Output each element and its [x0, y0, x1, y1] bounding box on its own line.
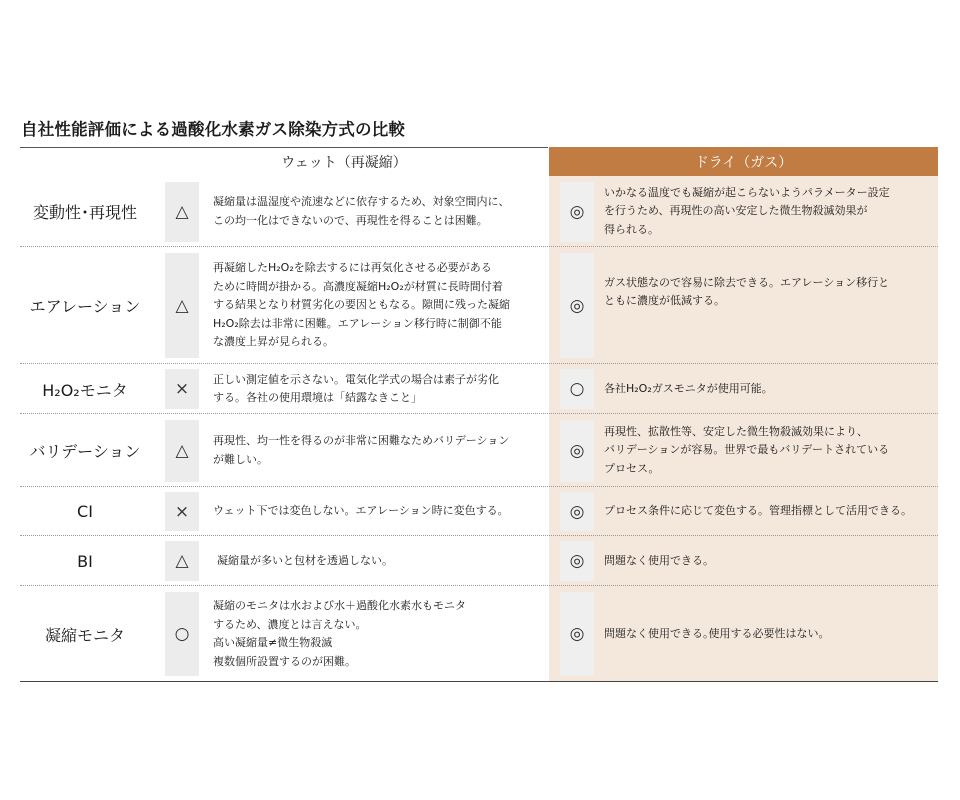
- dry-description: ガス状態なので容易に除去できる。エアレーション移行と ともに濃度が低減する。: [604, 275, 890, 307]
- row-label: CI: [77, 502, 93, 521]
- row-label: H₂O₂モニタ: [42, 380, 128, 400]
- dry-description: 問題なく使用できる｡使用する必要性はない。: [604, 626, 830, 640]
- wet-rating: ○: [165, 592, 199, 676]
- row-label: 凝縮モニタ: [44, 625, 125, 645]
- dry-rating: ○: [560, 369, 594, 409]
- row-label: エアレーション: [29, 297, 141, 316]
- page-title: 自社性能評価による過酸化水素ガス除染方式の比較: [21, 120, 406, 139]
- wet-rating: △: [165, 541, 199, 581]
- dry-rating: ◎: [560, 253, 594, 358]
- dry-description: いかなる温度でも凝縮が起こらないようパラメーター設定 を行うため、再現性の高い安定した微生物殺滅効果が 得られる。: [604, 185, 890, 236]
- table-row: [20, 586, 938, 682]
- wet-description: 凝縮量が多いと包材を透過しない。: [217, 553, 393, 567]
- table-row: [20, 176, 938, 247]
- dry-description: 各社H₂O₂ガスモニタが使用可能。: [604, 381, 773, 395]
- row-label: 変動性･再現性: [32, 203, 137, 222]
- dry-rating: ◎: [560, 592, 594, 676]
- header-dry: ドライ（ガス）: [549, 147, 938, 176]
- header-wet: ウェット（再凝縮）: [281, 155, 407, 171]
- dry-rating: ◎: [560, 182, 594, 242]
- wet-description: 凝縮量は温湿度や流速などに依存するため、対象空間内に、 この均一化はできないので、再現性を得ることは困難。: [213, 195, 510, 227]
- wet-rating: ×: [165, 492, 199, 531]
- row-divider: [20, 681, 938, 682]
- dry-rating: ◎: [560, 420, 594, 482]
- dry-rating: ◎: [560, 492, 594, 531]
- dry-description: 再現性、拡散性等、安定した微生物殺滅効果により、 バリデーションが容易。世界で最もバリデートされている プロセス。: [604, 424, 890, 475]
- table-row: [20, 487, 938, 536]
- wet-description: ウェット下では変色しない。エアレーション時に変色する。: [213, 504, 509, 518]
- row-label: BI: [77, 551, 93, 571]
- table-row: [20, 414, 938, 487]
- table-row: [20, 536, 938, 586]
- table-row: [20, 364, 938, 414]
- wet-rating: △: [165, 182, 199, 242]
- wet-description: 再現性、均一性を得るのが非常に困難なためバリデーション が難しい。: [213, 434, 510, 466]
- wet-rating: △: [165, 253, 199, 358]
- wet-description: 凝縮のモニタは水および水＋過酸化水素水もモニタ するため、濃度とは言えない。 高い凝縮量≠微生物殺滅 複数個所設置するのが困難。: [213, 599, 466, 668]
- dry-rating: ◎: [560, 541, 594, 581]
- wet-description: 正しい測定値を示さない。電気化学式の場合は素子が劣化 する。各社の使用環境は「結露なきこと」: [213, 372, 499, 404]
- dry-description: プロセス条件に応じて変色する。管理指標として活用できる。: [604, 504, 912, 518]
- dry-description: 問題なく使用できる。: [604, 553, 714, 567]
- wet-description: 再凝縮したH₂O₂を除去するには再気化させる必要がある ために時間が掛かる。高濃度凝縮H₂O₂が材質に長時間付着 する結果となり材質劣化の要因ともなる。隙間に残った凝縮 H₂O₂除去は非常に困難。エアレーション移行時に制御不能 な濃度上昇が見られる。: [213, 261, 510, 349]
- table-row: [20, 247, 938, 364]
- wet-rating: ×: [165, 369, 199, 409]
- row-label: バリデーション: [29, 442, 141, 461]
- wet-rating: △: [165, 420, 199, 482]
